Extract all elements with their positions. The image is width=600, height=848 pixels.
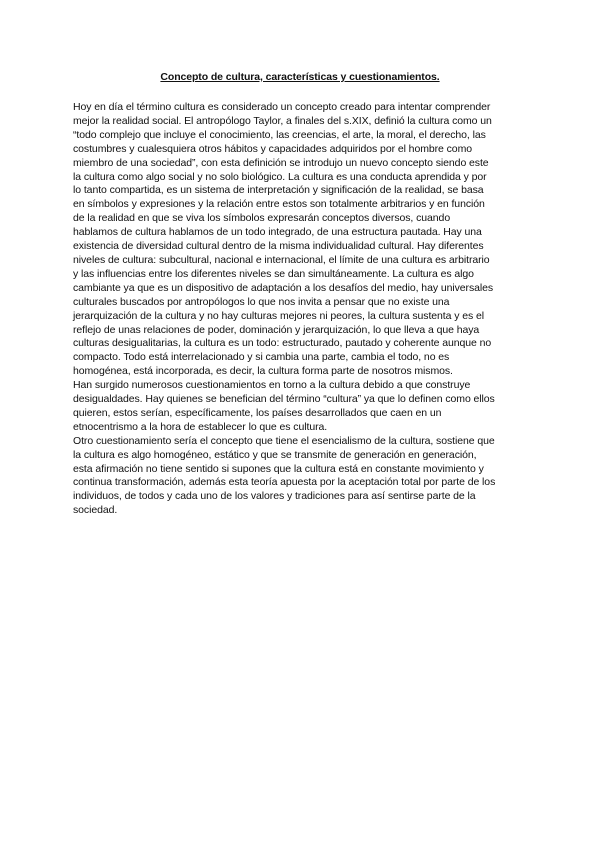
text-line: Hoy en día el término cultura es considerado un concepto creado para intentar comprender — [73, 101, 491, 113]
paragraph-questioning — [73, 379, 533, 435]
text-line: esta afirmación no tiene sentido si supones que la cultura está en constante movimiento y — [73, 462, 484, 475]
text-line: niveles de cultura: subcultural, nacional e internacional, el límite de una cultura es arbitrario — [73, 253, 490, 266]
text-line: compacto. Todo está interrelacionado y si cambia una parte, cambia el todo, no es — [73, 351, 450, 364]
text-line: Otro cuestionamiento sería el concepto que tiene el esencialismo de la cultura, sostiene que — [73, 434, 495, 447]
text-line: homogénea, está incorporada, es decir, la cultura forma parte de nosotros mismos. — [73, 365, 453, 378]
text-line: quieren, estos serían, específicamente, los países desarrollados que caen en un — [73, 406, 442, 419]
text-line: costumbres y cualesquiera otros hábitos y capacidades adquiridos por el hombre como — [73, 142, 472, 155]
text-line: en símbolos y expresiones y la relación entre estos son totalmente arbitrarios y en función — [73, 198, 485, 211]
text-line: culturas desigualitarias, la cultura es un todo: estructurado, pautado y coherente aunque no — [73, 337, 492, 350]
text-line: etnocentrismo a la hora de establecer lo que es cultura. — [73, 420, 328, 433]
text-line: desigualdades. Hay quienes se benefician del término “cultura” ya que lo definen como ellos — [73, 393, 495, 406]
document-title: Concepto de cultura, características y cuestionamientos. — [160, 71, 440, 83]
text-line: la cultura como algo social y no solo biológico. La cultura es una conducta aprendida y por — [73, 170, 487, 183]
text-line: jerarquización de la cultura y no hay culturas mejores ni peores, la cultura sustenta y es el — [73, 309, 485, 322]
text-line: y las influencias entre los diferentes niveles se dan simultáneamente. La cultura es algo — [73, 267, 474, 280]
text-line: la cultura es algo homogéneo, estático y que se transmite de generación en generación, — [73, 448, 477, 461]
text-line: reflejo de unas relaciones de poder, dominación y jerarquización, lo que lleva a que haya — [73, 323, 480, 336]
text-line: cambiante ya que es un dispositivo de adaptación a los desafíos del medio, hay universales — [73, 281, 494, 294]
text-line: lo tanto compartida, es un sistema de interpretación y significación de la realidad, se basa — [73, 184, 484, 197]
text-line: sociedad. — [73, 504, 118, 517]
text-line: existencia de diversidad cultural dentro de la misma individualidad cultural. Hay diferentes — [73, 240, 484, 253]
paragraph-essentialism — [73, 435, 533, 518]
text-line: hablamos de cultura hablamos de un todo integrado, de una estructura pautada. Hay una — [73, 226, 482, 239]
text-line: “todo complejo que incluye el conocimiento, las creencias, el arte, la moral, el derecho, las — [73, 128, 486, 141]
text-line: culturales buscados por antropólogos lo que nos invita a pensar que no existe una — [73, 295, 450, 308]
text-line: mejor la realidad social. El antropólogo Taylor, a finales del s.XIX, definió la cultura como un — [73, 114, 492, 127]
text-line: miembro de una sociedad”, con esta definición se introdujo un nuevo concepto siendo este — [73, 156, 489, 169]
paragraph-definition — [73, 101, 533, 379]
text-line: de la realidad en que se viva los símbolos expresarán conceptos diversos, cuando — [73, 212, 451, 225]
text-line: individuos, de todos y cada uno de los valores y tradiciones para así sentirse parte de la — [73, 490, 476, 503]
text-line: Han surgido numerosos cuestionamientos en torno a la cultura debido a que construye — [73, 379, 471, 392]
text-line: continua transformación, además esta teoría apuesta por la aceptación total por parte de los — [73, 476, 496, 489]
document-body — [73, 101, 533, 518]
